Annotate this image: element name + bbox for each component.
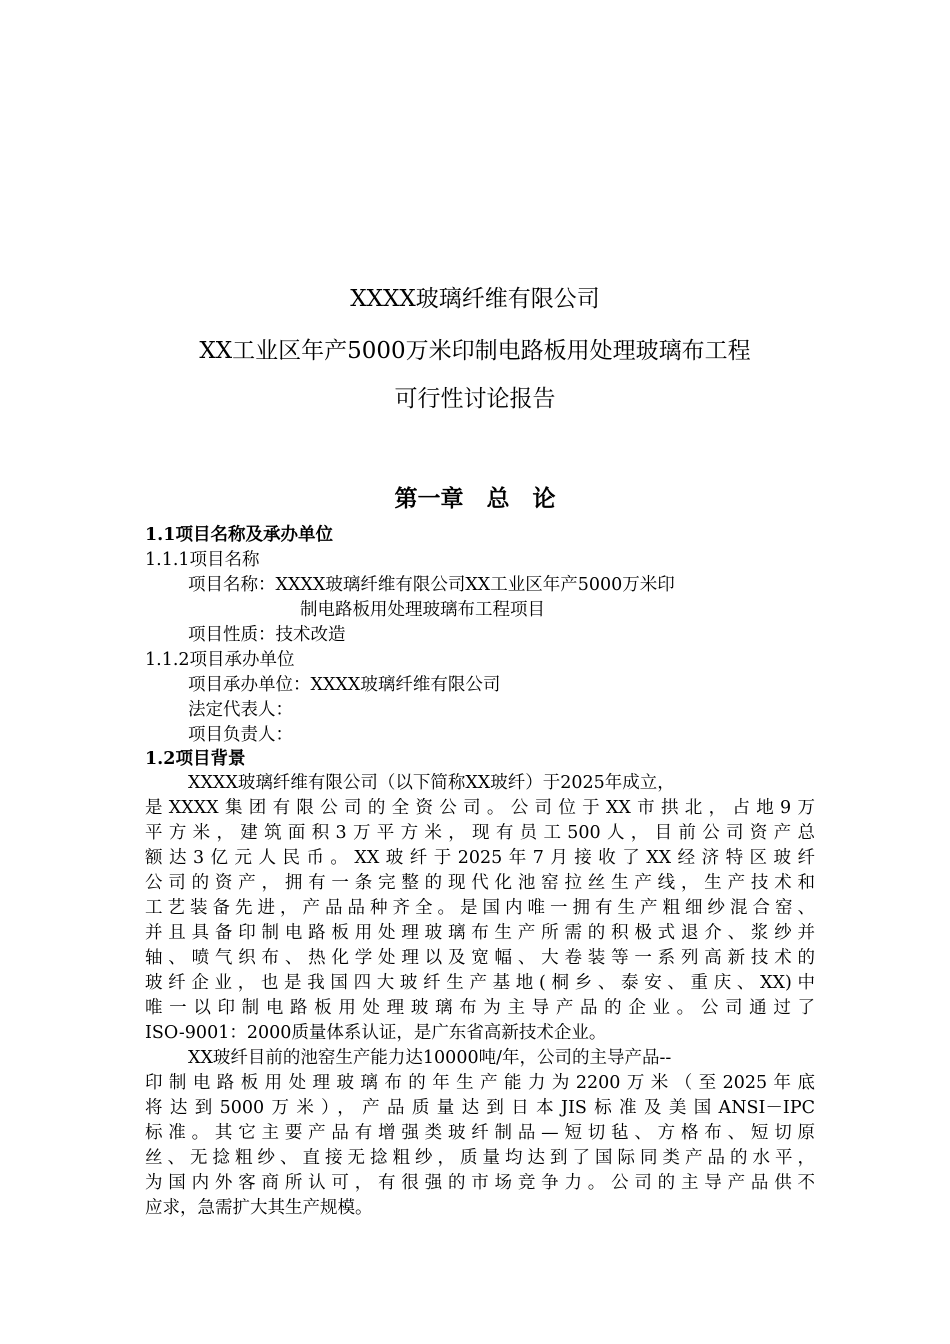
- project-name-line-2: 制电路板用处理玻璃布工程项目: [300, 600, 545, 620]
- paragraph-1-line: 玻纤企业，也是我国四大玻纤生产基地(桐乡、泰安、重庆、XX)中: [145, 973, 815, 993]
- project-nature: 项目性质：技术改造: [188, 625, 346, 645]
- paragraph-2-line: 丝、无捻粗纱、直接无捻粗纱，质量均达到了国际同类产品的水平，: [145, 1148, 815, 1168]
- project-name-line-1: 项目名称：XXXX玻璃纤维有限公司XX工业区年产5000万米印: [188, 575, 675, 595]
- paragraph-1-line: 轴、喷气织布、热化学处理以及宽幅、大卷装等一系列高新技术的: [145, 948, 815, 968]
- company-title: XXXX玻璃纤维有限公司: [350, 286, 600, 312]
- paragraph-1-line: 工艺装备先进，产品品种齐全。是国内唯一拥有生产粗细纱混合窑、: [145, 898, 815, 918]
- project-title: XX工业区年产5000万米印制电路板用处理玻璃布工程: [199, 338, 751, 364]
- legal-representative: 法定代表人：: [188, 700, 293, 720]
- paragraph-1-line: 公司的资产，拥有一条完整的现代化池窑拉丝生产线，生产技术和: [145, 873, 815, 893]
- report-title: 可行性讨论报告: [394, 386, 556, 412]
- project-manager: 项目负责人：: [188, 725, 293, 745]
- paragraph-1-line: 并且具备印制电路板用处理玻璃布生产所需的积极式退介、浆纱并: [145, 923, 815, 943]
- section-1-1-heading: 1.1项目名称及承办单位: [145, 525, 333, 545]
- paragraph-1-line: 是XXXX集团有限公司的全资公司。公司位于XX市拱北，占地9万: [145, 798, 815, 818]
- undertaking-unit: 项目承办单位：XXXX玻璃纤维有限公司: [188, 675, 501, 695]
- chapter-heading: 第一章 总 论: [394, 486, 556, 512]
- paragraph-2-line: 将达到5000万米），产品质量达到日本JIS标准及美国ANSI－IPC: [145, 1098, 815, 1118]
- paragraph-1-line: 额达3亿元人民币。XX玻纤于2025年7月接收了XX经济特区玻纤: [145, 848, 815, 868]
- section-1-1-2-heading: 1.1.2项目承办单位: [145, 650, 295, 670]
- paragraph-1-line: XXXX玻璃纤维有限公司（以下简称XX玻纤）于2025年成立，: [188, 773, 675, 793]
- paragraph-2-line: 应求，急需扩大其生产规模。: [145, 1198, 373, 1218]
- paragraph-2-line: 为国内外客商所认可，有很强的市场竞争力。公司的主导产品供不: [145, 1173, 815, 1193]
- paragraph-2-line: XX玻纤目前的池窑生产能力达10000吨/年，公司的主导产品--: [188, 1048, 672, 1068]
- section-1-1-1-heading: 1.1.1项目名称: [145, 550, 260, 570]
- paragraph-2-line: 标准。其它主要产品有增强类玻纤制品—短切毡、方格布、短切原: [145, 1123, 815, 1143]
- paragraph-1-line: 唯一以印制电路板用处理玻璃布为主导产品的企业。公司通过了: [145, 998, 815, 1018]
- paragraph-1-line: ISO-9001：2000质量体系认证，是广东省高新技术企业。: [145, 1023, 607, 1043]
- section-1-2-heading: 1.2项目背景: [145, 749, 246, 769]
- paragraph-1-line: 平方米，建筑面积3万平方米，现有员工500人，目前公司资产总: [145, 823, 815, 843]
- paragraph-2-line: 印制电路板用处理玻璃布的年生产能力为2200万米（至2025年底: [145, 1073, 815, 1093]
